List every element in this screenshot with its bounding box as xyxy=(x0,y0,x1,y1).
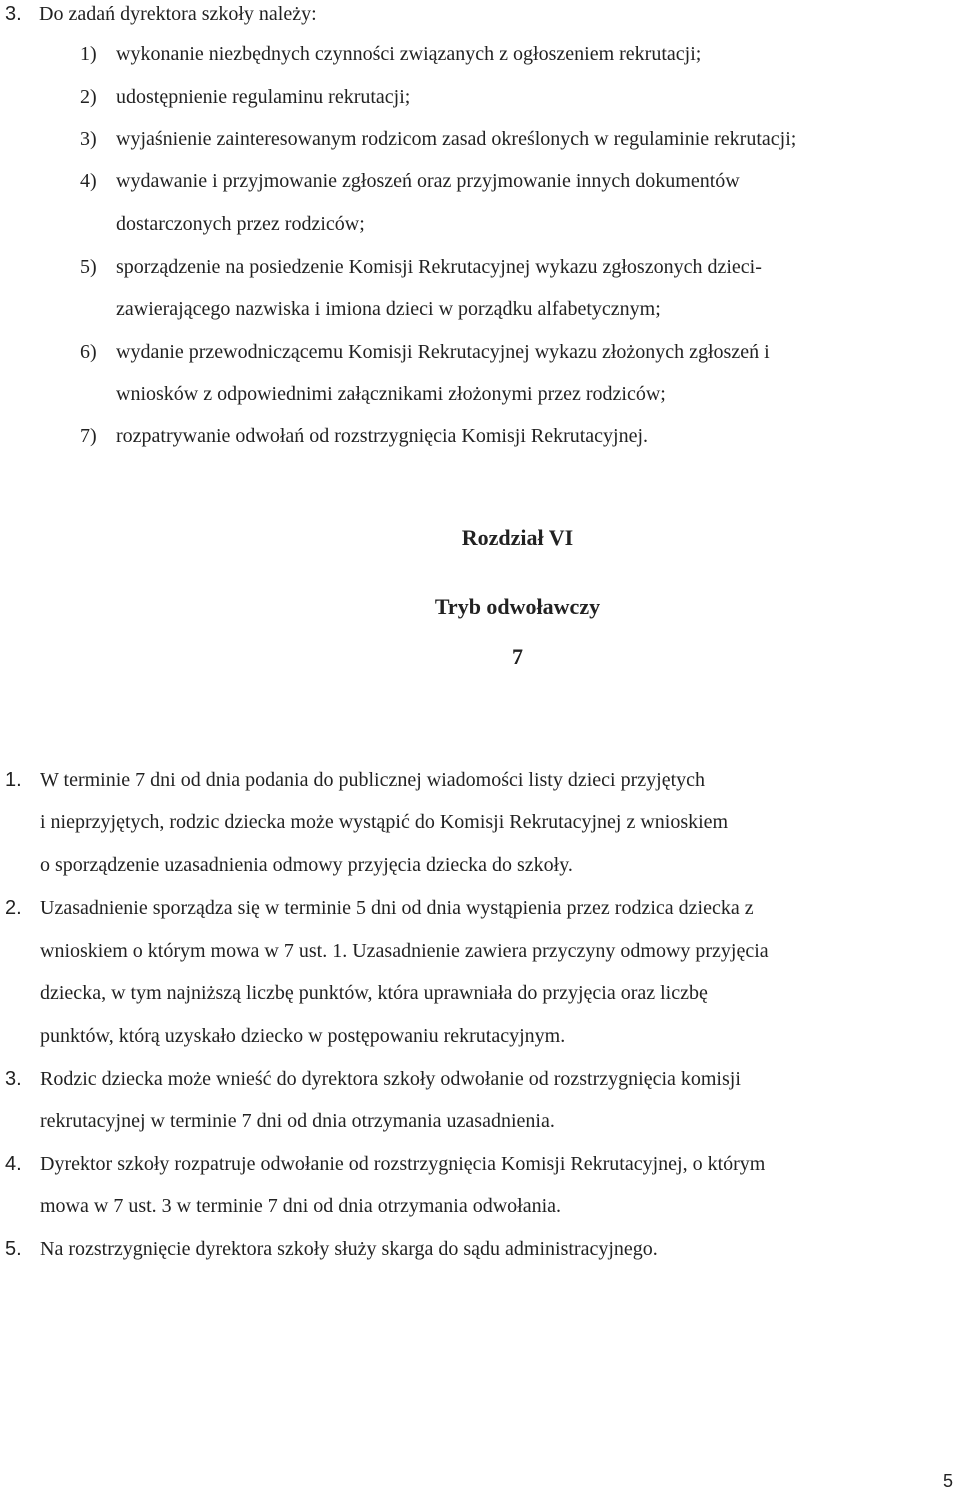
duty-number: 2) xyxy=(80,86,97,108)
point-text: Uzasadnienie sporządza się w terminie 5 dni od dnia wystąpienia przez rodzica dziecka z xyxy=(40,897,754,919)
duty-text: wykonanie niezbędnych czynności związanych z ogłoszeniem rekrutacji; xyxy=(116,43,702,65)
section-heading: 7 xyxy=(512,644,523,669)
point-text: o sporządzenie uzasadnienia odmowy przyjęcia dziecka do szkoły. xyxy=(40,854,573,876)
point-text: dziecka, w tym najniższą liczbę punktów, która uprawniała do przyjęcia oraz liczbę xyxy=(40,982,708,1004)
point-number: 4. xyxy=(5,1153,22,1175)
intro-number: 3. xyxy=(5,3,22,25)
point-text: rekrutacyjnej w terminie 7 dni od dnia otrzymania uzasadnienia. xyxy=(40,1110,555,1132)
point-text: punktów, którą uzyskało dziecko w postępowaniu rekrutacyjnym. xyxy=(40,1025,566,1047)
point-text: mowa w 7 ust. 3 w terminie 7 dni od dnia otrzymania odwołania. xyxy=(40,1195,562,1217)
duty-text: sporządzenie na posiedzenie Komisji Rekrutacyjnej wykazu zgłoszonych dzieci- xyxy=(116,256,762,278)
point-number: 1. xyxy=(5,769,22,791)
duty-number: 7) xyxy=(80,425,97,447)
point-text: i nieprzyjętych, rodzic dziecka może wystąpić do Komisji Rekrutacyjnej z wnioskiem xyxy=(40,811,729,833)
point-text: W terminie 7 dni od dnia podania do publicznej wiadomości listy dzieci przyjętych xyxy=(40,769,706,791)
point-text: Rodzic dziecka może wnieść do dyrektora szkoły odwołanie od rozstrzygnięcia komisji xyxy=(40,1068,741,1090)
duty-text: wydanie przewodniczącemu Komisji Rekrutacyjnej wykazu złożonych zgłoszeń i xyxy=(116,341,770,363)
duty-item xyxy=(80,167,740,195)
duty-item xyxy=(80,422,648,450)
point-text: Dyrektor szkoły rozpatruje odwołanie od rozstrzygnięcia Komisji Rekrutacyjnej, o którym xyxy=(40,1153,766,1175)
chapter-subtitle: Tryb odwoławczy xyxy=(434,594,601,619)
intro-item xyxy=(5,0,317,28)
intro-text: Do zadań dyrektora szkoły należy: xyxy=(39,3,317,25)
duty-text: udostępnienie regulaminu rekrutacji; xyxy=(116,86,411,108)
point-number: 5. xyxy=(5,1238,22,1260)
duty-number: 1) xyxy=(80,43,97,65)
page-number: 5 xyxy=(942,1471,953,1491)
point-number: 2. xyxy=(5,897,22,919)
point-text: Na rozstrzygnięcie dyrektora szkoły służy skarga do sądu administracyjnego. xyxy=(40,1238,658,1260)
duty-text: wydawanie i przyjmowanie zgłoszeń oraz przyjmowanie innych dokumentów xyxy=(116,170,740,192)
point-text: wnioskiem o którym mowa w 7 ust. 1. Uzasadnienie zawiera przyczyny odmowy przyjęcia xyxy=(40,940,769,962)
duty-item xyxy=(80,338,770,366)
duty-number: 6) xyxy=(80,341,97,363)
duty-text: rozpatrywanie odwołań od rozstrzygnięcia Komisji Rekrutacyjnej. xyxy=(116,425,649,447)
chapter-title: Rozdział VI xyxy=(461,525,574,550)
duty-item xyxy=(80,253,762,281)
duty-number: 4) xyxy=(80,170,97,192)
duty-text: wyjaśnienie zainteresowanym rodzicom zasad określonych w regulaminie rekrutacji; xyxy=(116,128,797,150)
duty-text-continuation: zawierającego nazwiska i imiona dzieci w porządku alfabetycznym; xyxy=(116,298,661,320)
duty-item xyxy=(80,83,410,111)
duty-text-continuation: wniosków z odpowiednimi załącznikami złożonymi przez rodziców; xyxy=(116,383,666,405)
duty-number: 3) xyxy=(80,128,97,150)
duty-item xyxy=(80,40,701,68)
duty-item xyxy=(80,125,796,153)
point-number: 3. xyxy=(5,1068,22,1090)
duty-text-continuation: dostarczonych przez rodziców; xyxy=(116,213,365,235)
duty-number: 5) xyxy=(80,256,97,278)
